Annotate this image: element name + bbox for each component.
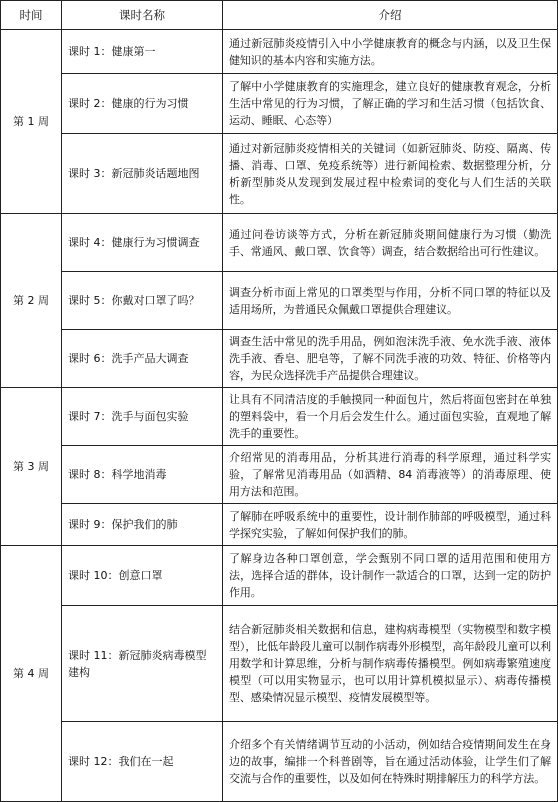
lesson-intro: 通过新冠肺炎疫情引入中小学健康教育的概念与内涵，以及卫生保健知识的基本内容和实施方法。 (223, 30, 558, 74)
lesson-intro: 调查生活中常见的洗手用品，例如泡沫洗手液、免水洗手液、液体洗手液、香皂、肥皂等，了解不同洗手液的功效、特征、价格等内容，为民众选择洗手产品提供合理建议。 (223, 330, 558, 388)
lesson-title: 课时 7：洗手与面包实验 (62, 388, 223, 446)
lesson-title: 课时 8：科学地消毒 (62, 446, 223, 504)
header-week: 时间 (1, 1, 62, 30)
lesson-title: 课时 2：健康的行为习惯 (62, 74, 223, 134)
table-row (1, 214, 558, 272)
lesson-intro: 通过问卷访谈等方式，分析在新冠肺炎期间健康行为习惯（勤洗手、常通风、戴口罩、饮食等）调查，结合数据给出可行性建议。 (223, 214, 558, 272)
lesson-title: 课时 11：新冠肺炎病毒模型建构 (62, 606, 223, 722)
table-row (1, 134, 558, 214)
lesson-title: 课时 10：创意口罩 (62, 546, 223, 606)
table-row (1, 272, 558, 330)
week-label: 第 4 周 (1, 546, 62, 802)
table-row (1, 30, 558, 74)
lesson-intro: 了解肺在呼吸系统中的重要性，设计制作肺部的呼吸模型，通过科学探究实验，了解如何保护我们的肺。 (223, 504, 558, 546)
table-header-row (1, 1, 558, 30)
lesson-title: 课时 9：保护我们的肺 (62, 504, 223, 546)
lesson-title: 课时 5：你戴对口罩了吗？ (62, 272, 223, 330)
table-row (1, 330, 558, 388)
lesson-intro: 介绍多个有关情绪调节互动的小活动，例如结合疫情期间发生在身边的故事，编排一个科普剧等，旨在通过活动体验，让学生们了解交流与合作的重要性，以及如何在特殊时期排解压力的科学方法。 (223, 722, 558, 802)
lesson-intro: 结合新冠肺炎相关数据和信息，建构病毒模型（实物模型和数字模型），比低年龄段儿童可以制作病毒外形模型，高年龄段儿童可以利用数学和计算思维，分析与制作病毒传播模型。例如病毒繁殖速度模型（可以用实物显示，也可以用计算机模拟显示）、病毒传播模型、感染情况显示模型、疫情发展模型等。 (223, 606, 558, 722)
week-label: 第 3 周 (1, 388, 62, 546)
table-row (1, 606, 558, 722)
table-row (1, 446, 558, 504)
week-label: 第 1 周 (1, 30, 62, 214)
lesson-intro: 让具有不同清洁度的手触摸同一种面包片，然后将面包密封在单独的塑料袋中，看一个月后会发生什么。通过面包实验，直观地了解洗手的重要性。 (223, 388, 558, 446)
lesson-title: 课时 12：我们在一起 (62, 722, 223, 802)
header-title: 课时名称 (62, 1, 223, 30)
lesson-intro: 介绍常见的消毒用品，分析其进行消毒的科学原理，通过科学实验，了解常见消毒用品（如酒精、84 消毒液等）的消毒原理、使用方法和范围。 (223, 446, 558, 504)
week-label: 第 2 周 (1, 214, 62, 388)
lesson-intro: 了解中小学健康教育的实施理念，建立良好的健康教育观念，分析生活中常见的行为习惯，了解正确的学习和生活习惯（包括饮食、运动、睡眠、心态等） (223, 74, 558, 134)
lesson-intro: 调查分析市面上常见的口罩类型与作用，分析不同口罩的特征以及适用场所，为普通民众佩戴口罩提供合理建议。 (223, 272, 558, 330)
table-row (1, 74, 558, 134)
lesson-intro: 了解身边各种口罩创意，学会甄别不同口罩的适用范围和使用方法，选择合适的群体，设计制作一款适合的口罩，达到一定的防护作用。 (223, 546, 558, 606)
lesson-title: 课时 4：健康行为习惯调查 (62, 214, 223, 272)
lesson-title: 课时 3：新冠肺炎话题地图 (62, 134, 223, 214)
lesson-title: 课时 6：洗手产品大调查 (62, 330, 223, 388)
table-row (1, 388, 558, 446)
lesson-title: 课时 1：健康第一 (62, 30, 223, 74)
table-row (1, 546, 558, 606)
table-row (1, 722, 558, 802)
lesson-intro: 通过对新冠肺炎疫情相关的关键词（如新冠肺炎、防疫、隔离、传播、消毒、口罩、免疫系统等）进行新闻检索、数据整理分析，分析新型肺炎从发现到发展过程中检索词的变化与人们生活的关联性。 (223, 134, 558, 214)
table-row (1, 504, 558, 546)
header-intro: 介绍 (223, 1, 558, 30)
